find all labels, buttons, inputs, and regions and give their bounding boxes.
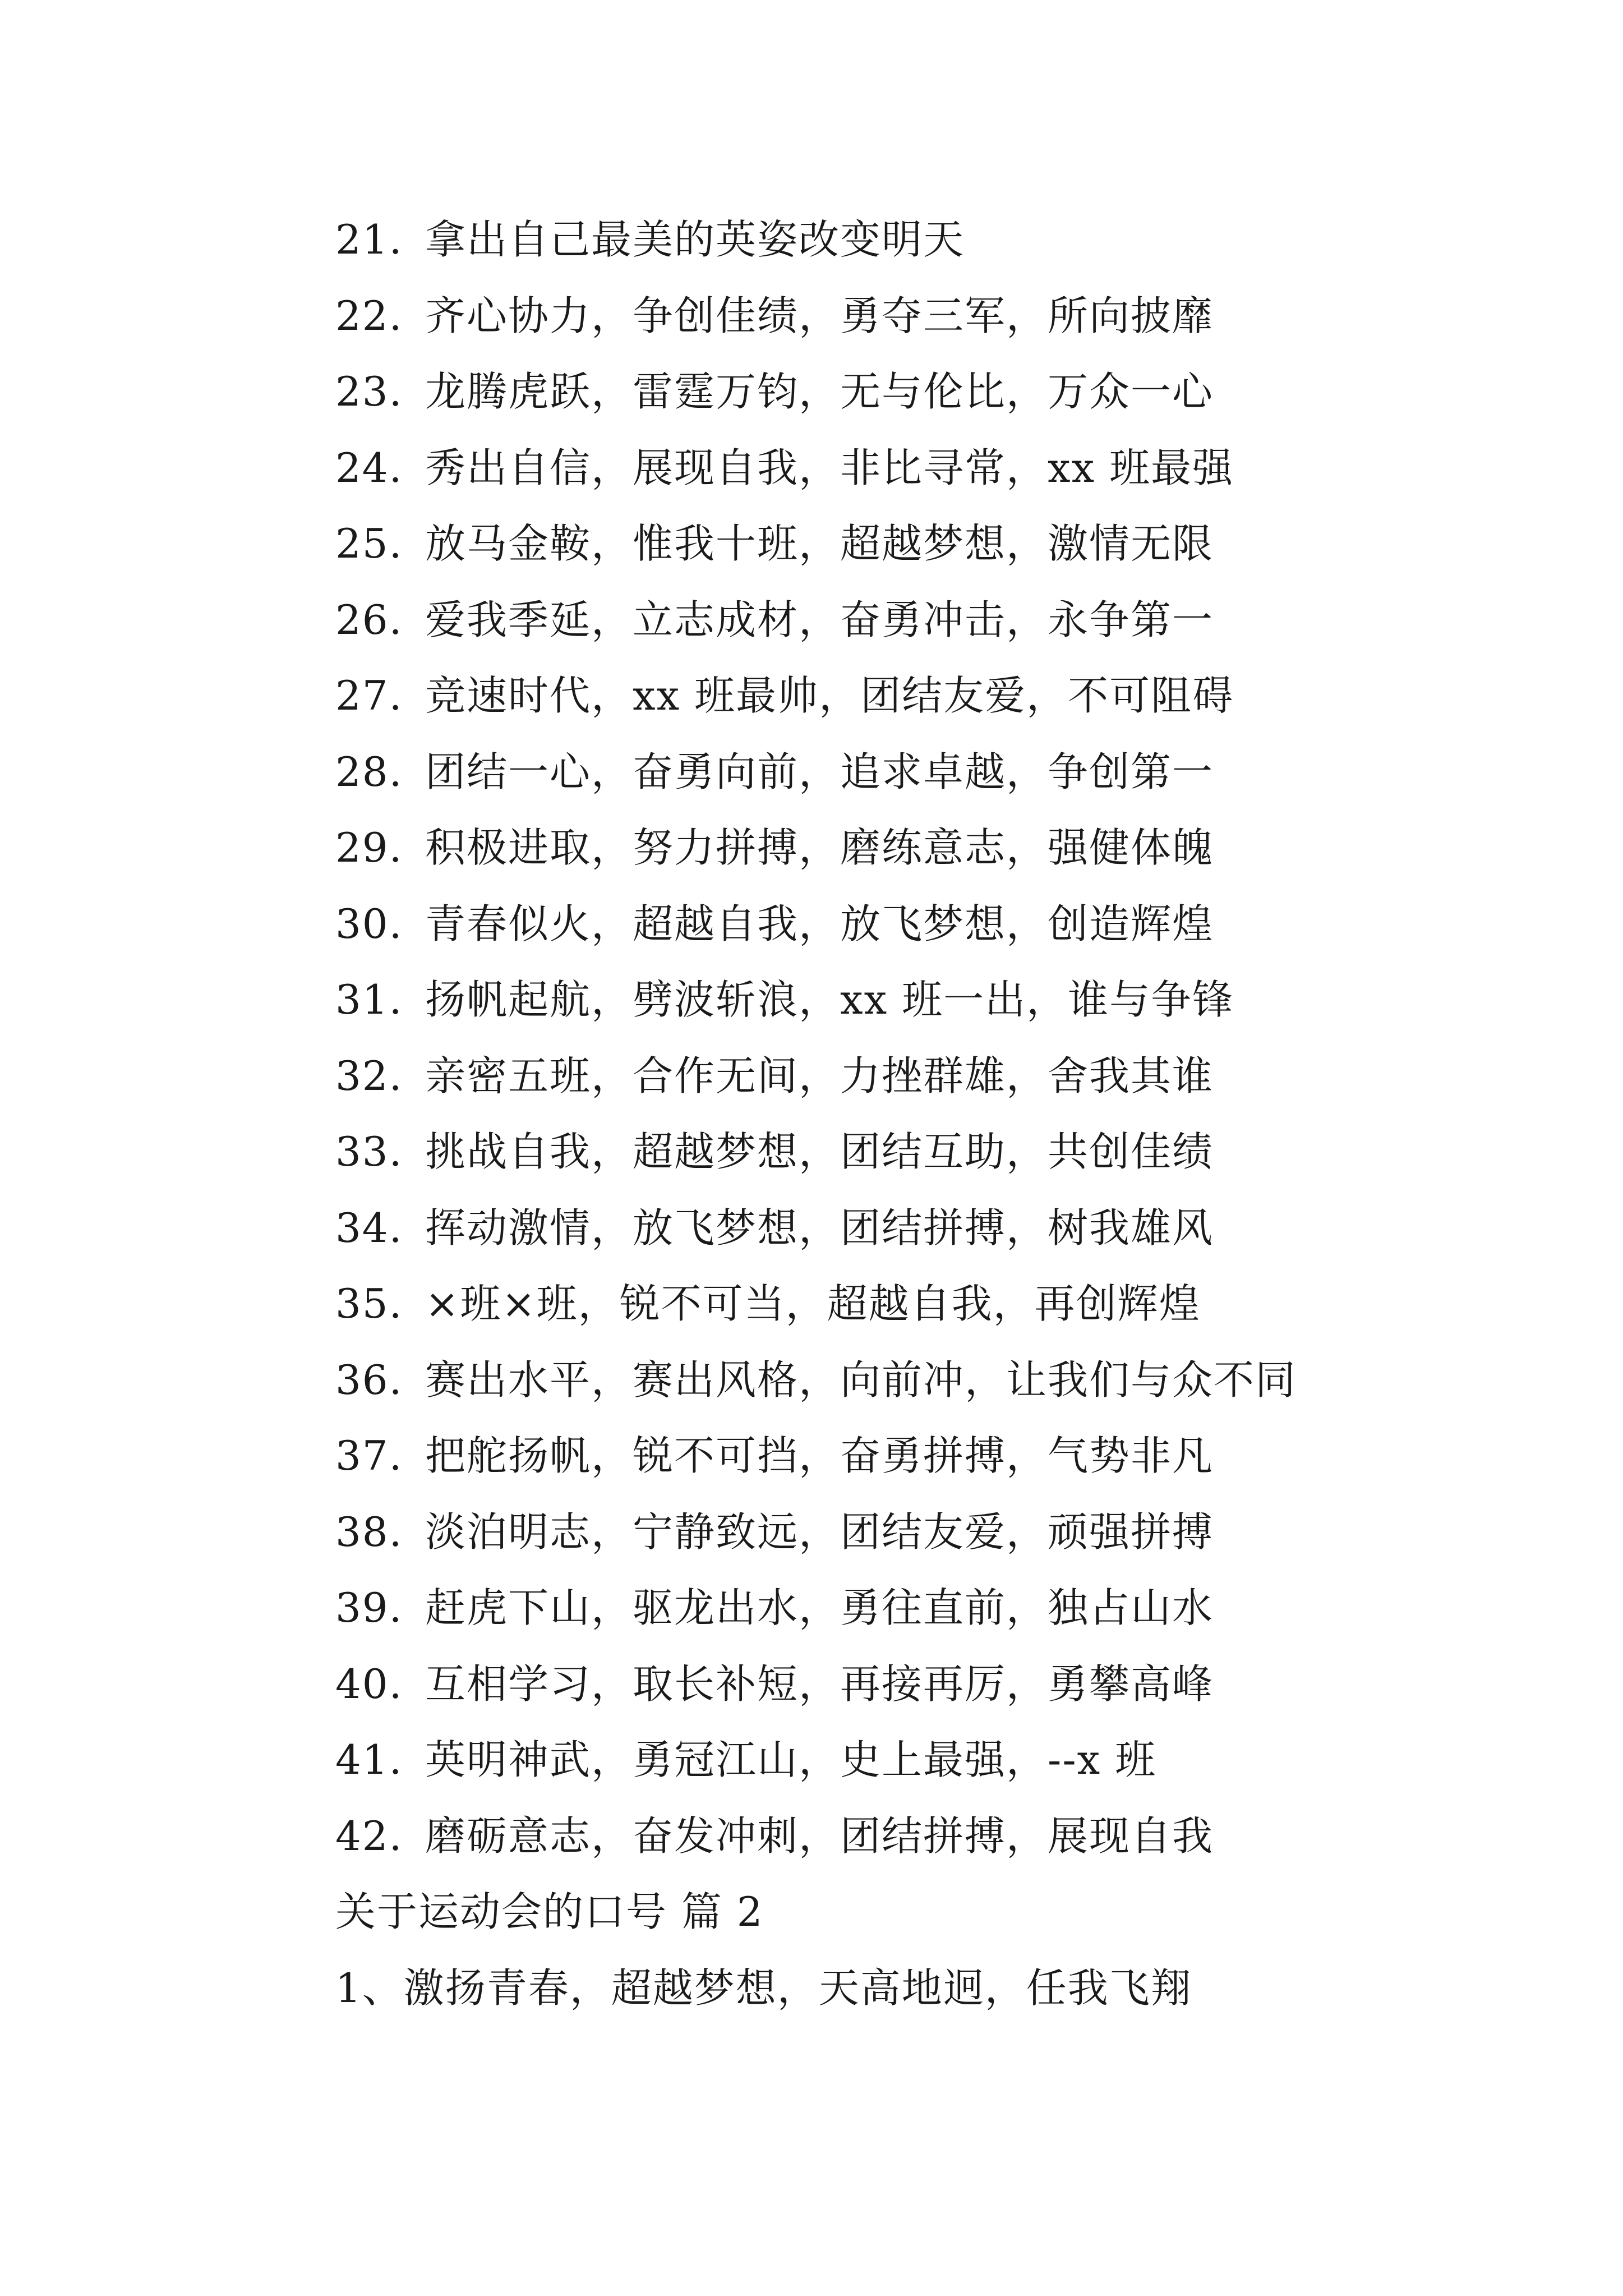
list-item-number: 36.: [335, 1356, 403, 1404]
list-item-text: 爱我季延，立志成材，奋勇冲击，永争第一: [425, 596, 1214, 643]
list-item-text: 团结一心，奋勇向前，追求卓越，争创第一: [425, 748, 1214, 795]
list-item-text: 积极进取，努力拼搏，磨练意志，强健体魄: [425, 824, 1214, 871]
list-item-number: 21.: [335, 216, 403, 263]
slogan-list: [335, 202, 1513, 1874]
list-item: [335, 1494, 1513, 1571]
list-item-text: 拿出自己最美的英姿改变明天: [425, 216, 965, 263]
list-item-number: 22.: [335, 292, 403, 339]
list-item-number: 37.: [335, 1432, 403, 1479]
list-item-number: 32.: [335, 1052, 403, 1099]
list-item-text: 淡泊明志，宁静致远，团结友爱，顽强拼搏: [425, 1508, 1214, 1556]
list-item-text: 亲密五班，合作无间，力挫群雄，舍我其谁: [425, 1052, 1214, 1099]
list-item-number: 39.: [335, 1584, 403, 1631]
list-item: [335, 1722, 1513, 1798]
list-item: [335, 278, 1513, 355]
list-item-text: 赛出水平，赛出风格，向前冲，让我们与众不同: [425, 1356, 1297, 1404]
list-item-number: 42.: [335, 1812, 403, 1860]
document-body: [335, 202, 1513, 2026]
section-first-item: 1、激扬青春，超越梦想，天高地迥，任我飞翔: [335, 1964, 1192, 2012]
list-item-number: 26.: [335, 596, 403, 643]
list-item-text: 赶虎下山，驱龙出水，勇往直前，独占山水: [425, 1584, 1214, 1631]
list-item-text: 龙腾虎跃，雷霆万钧，无与伦比，万众一心: [425, 368, 1214, 415]
list-item-number: 33.: [335, 1128, 403, 1175]
list-item-number: 40.: [335, 1660, 403, 1708]
list-item-number: 31.: [335, 976, 403, 1023]
list-item: [335, 1266, 1513, 1342]
list-item-number: 24.: [335, 444, 403, 491]
list-item: [335, 1114, 1513, 1190]
list-item: [335, 506, 1513, 582]
list-item-number: 30.: [335, 900, 403, 947]
list-item: [335, 810, 1513, 886]
list-item: [335, 582, 1513, 659]
list-item: [335, 430, 1513, 507]
list-item-text: 磨砺意志，奋发冲刺，团结拼搏，展现自我: [425, 1812, 1214, 1860]
list-item-text: 青春似火，超越自我，放飞梦想，创造辉煌: [425, 900, 1214, 947]
list-item-text: 互相学习，取长补短，再接再厉，勇攀高峰: [425, 1660, 1214, 1708]
section-heading: 关于运动会的口号 篇 2: [335, 1888, 764, 1935]
list-item-text: 挑战自我，超越梦想，团结互助，共创佳绩: [425, 1128, 1214, 1175]
list-item-number: 25.: [335, 520, 403, 567]
list-item-number: 29.: [335, 824, 403, 871]
list-item-text: 秀出自信，展现自我，非比寻常，xx 班最强: [425, 444, 1234, 491]
list-item: [335, 1038, 1513, 1115]
list-item-text: 英明神武，勇冠江山，史上最强，--x 班: [425, 1736, 1157, 1783]
list-item-number: 23.: [335, 368, 403, 415]
list-item: [335, 202, 1513, 278]
list-item-text: 齐心协力，争创佳绩，勇夺三军，所向披靡: [425, 292, 1214, 339]
list-item: [335, 886, 1513, 963]
list-item: [335, 1418, 1513, 1494]
list-item-number: 34.: [335, 1204, 403, 1251]
list-item: [335, 658, 1513, 734]
list-item-number: 28.: [335, 748, 403, 795]
list-item-number: 41.: [335, 1736, 403, 1783]
list-item: [335, 734, 1513, 811]
list-item-text: 扬帆起航，劈波斩浪，xx 班一出，谁与争锋: [425, 976, 1234, 1023]
list-item-text: 竞速时代，xx 班最帅，团结友爱，不可阻碍: [425, 672, 1234, 719]
list-item: [335, 1190, 1513, 1267]
list-item: [335, 962, 1513, 1038]
list-item-number: 38.: [335, 1508, 403, 1556]
list-item-text: ×班×班，锐不可当，超越自我，再创辉煌: [425, 1280, 1201, 1327]
list-item: [335, 1798, 1513, 1875]
list-item-text: 放马金鞍，惟我十班，超越梦想，激情无限: [425, 520, 1214, 567]
list-item-number: 35.: [335, 1280, 403, 1327]
list-item-number: 27.: [335, 672, 403, 719]
list-item: [335, 1646, 1513, 1723]
list-item-text: 把舵扬帆，锐不可挡，奋勇拼搏，气势非凡: [425, 1432, 1214, 1479]
list-item: [335, 1570, 1513, 1646]
list-item: [335, 354, 1513, 430]
list-item-text: 挥动激情，放飞梦想，团结拼搏，树我雄风: [425, 1204, 1214, 1251]
list-item: [335, 1342, 1513, 1419]
